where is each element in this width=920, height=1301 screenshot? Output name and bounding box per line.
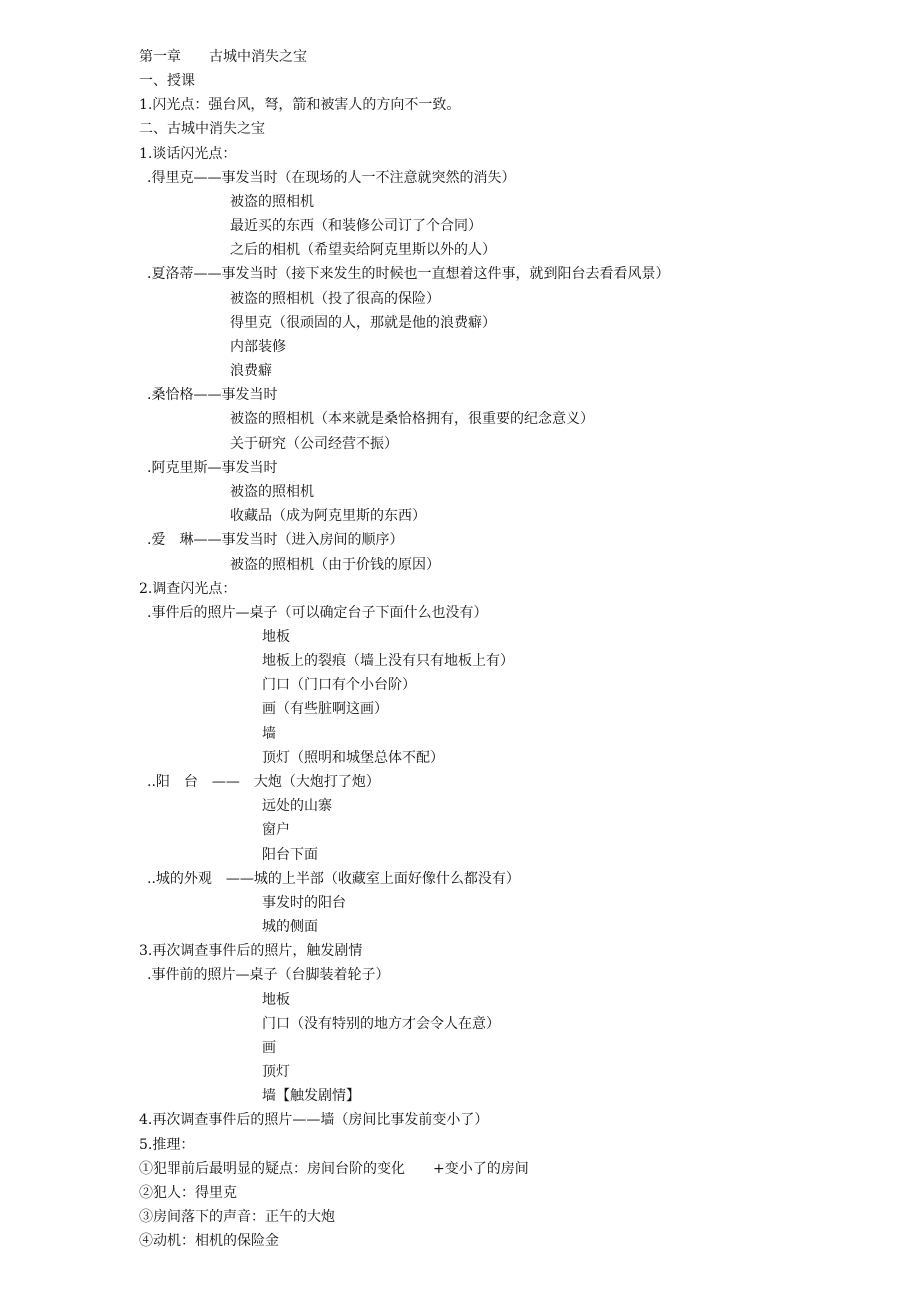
text-line: 顶灯（照明和城堡总体不配）: [262, 750, 444, 766]
text-line: 浪费癖: [230, 363, 272, 379]
text-line: 墙【触发剧情】: [262, 1088, 360, 1104]
chapter-title: 第一章 古城中消失之宝: [139, 49, 307, 65]
text-line: 顶灯: [262, 1064, 290, 1080]
subsection-heading: 5.推理：: [139, 1137, 195, 1153]
subsection-heading: 1.谈话闪光点：: [139, 146, 237, 162]
deduction-line: ③房间落下的声音：正午的大炮: [139, 1209, 335, 1225]
text-line: 收藏品（成为阿克里斯的东西）: [230, 508, 426, 524]
section-heading: 二、古城中消失之宝: [139, 121, 265, 137]
photo-line: .事件前的照片—桌子（台脚装着轮子）: [147, 967, 390, 983]
text-line: 1.闪光点：强台风，弩，箭和被害人的方向不一致。: [139, 97, 461, 113]
character-line: .爱 琳——事发当时（进入房间的顺序）: [147, 532, 404, 548]
text-line: 地板: [262, 629, 290, 645]
text-line: 阳台下面: [262, 847, 318, 863]
text-line: 地板: [262, 992, 290, 1008]
text-line: 墙: [262, 726, 276, 742]
deduction-line: ④动机：相机的保险金: [139, 1233, 279, 1249]
text-line: 关于研究（公司经营不振）: [230, 436, 398, 452]
text-line: 窗户: [262, 822, 290, 838]
subsection-heading: 4.再次调查事件后的照片——墙（房间比事发前变小了）: [139, 1112, 489, 1128]
text-line: 画: [262, 1040, 276, 1056]
text-line: 被盗的照相机（由于价钱的原因）: [230, 557, 440, 573]
text-line: 最近买的东西（和装修公司订了个合同）: [230, 218, 482, 234]
text-line: 被盗的照相机: [230, 484, 314, 500]
section-heading: 一、授课: [139, 73, 195, 89]
text-line: 内部装修: [230, 339, 286, 355]
photo-line: ..阳 台 —— 大炮（大炮打了炮）: [147, 774, 380, 790]
text-line: 门口（没有特别的地方才会令人在意）: [262, 1016, 500, 1032]
subsection-heading: 2.调查闪光点：: [139, 581, 237, 597]
text-line: 之后的相机（希望卖给阿克里斯以外的人）: [230, 242, 496, 258]
text-line: 事发时的阳台: [262, 895, 346, 911]
character-line: .阿克里斯—事发当时: [147, 460, 278, 476]
deduction-line: ②犯人：得里克: [139, 1185, 237, 1201]
text-line: 门口（门口有个小台阶）: [262, 677, 416, 693]
text-line: 远处的山寨: [262, 798, 332, 814]
subsection-heading: 3.再次调查事件后的照片，触发剧情: [139, 943, 363, 959]
text-line: 城的侧面: [262, 919, 318, 935]
photo-line: ..城的外观 ——城的上半部（收藏室上面好像什么都没有）: [147, 871, 520, 887]
text-line: 画（有些脏啊这画）: [262, 701, 388, 717]
photo-line: .事件后的照片—桌子（可以确定台子下面什么也没有）: [147, 605, 488, 621]
character-line: .夏洛蒂——事发当时（接下来发生的时候也一直想着这件事，就到阳台去看看风景）: [147, 266, 670, 282]
character-line: .得里克——事发当时（在现场的人一不注意就突然的消失）: [147, 170, 516, 186]
character-line: .桑恰格——事发当时: [147, 387, 278, 403]
text-line: 被盗的照相机（投了很高的保险）: [230, 291, 440, 307]
text-line: 被盗的照相机: [230, 194, 314, 210]
text-line: 得里克（很顽固的人，那就是他的浪费癖）: [230, 315, 496, 331]
text-line: 被盗的照相机（本来就是桑恰格拥有，很重要的纪念意义）: [230, 411, 594, 427]
text-line: 地板上的裂痕（墙上没有只有地板上有）: [262, 653, 514, 669]
deduction-line: ①犯罪前后最明显的疑点：房间台阶的变化 +变小了的房间: [139, 1161, 529, 1177]
